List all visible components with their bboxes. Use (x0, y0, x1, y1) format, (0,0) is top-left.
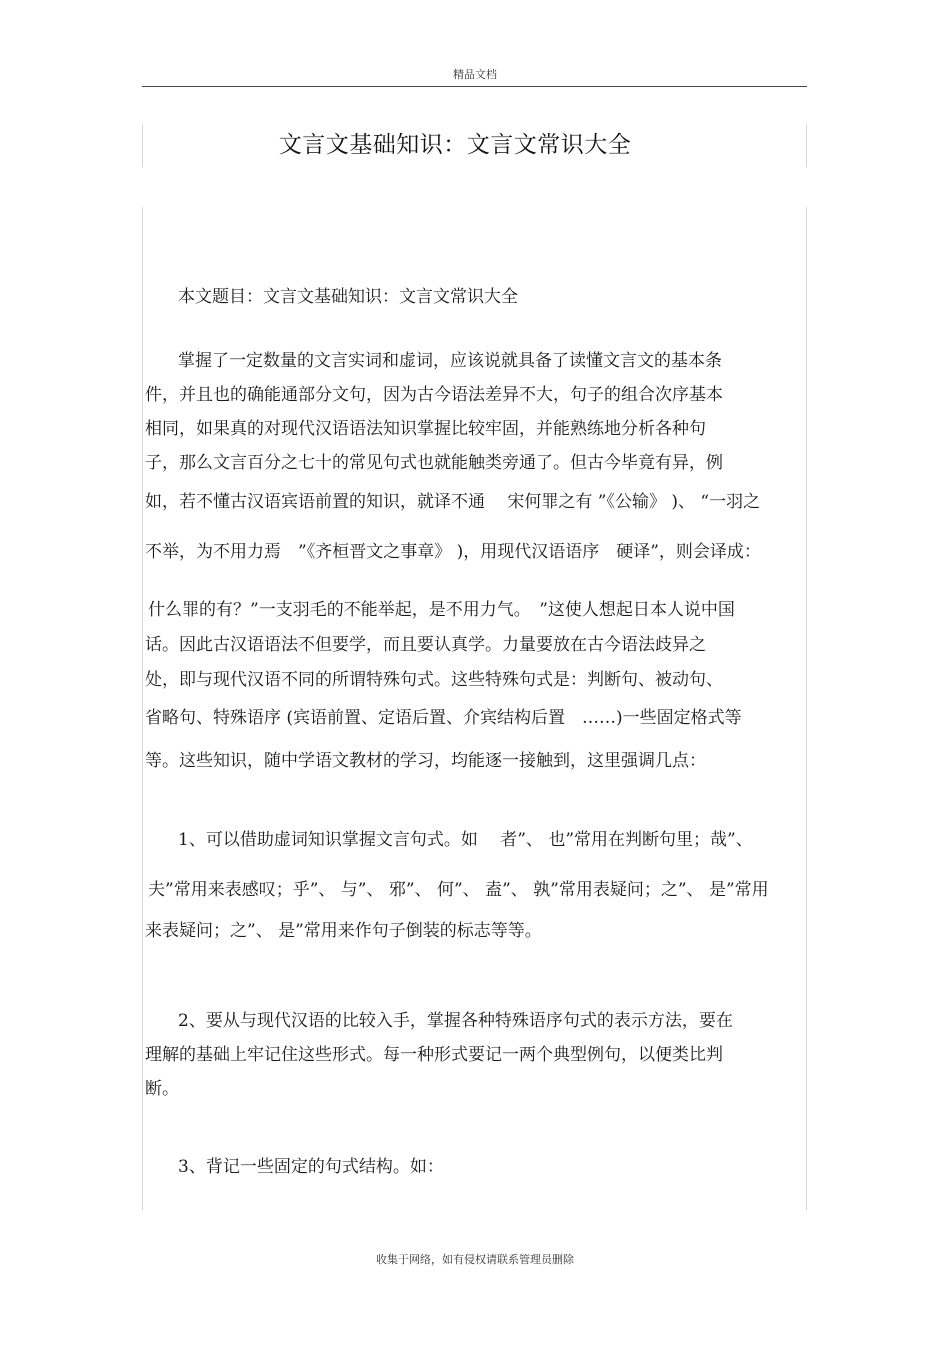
margin-line-left-body (142, 207, 143, 1210)
margin-line-right-body (806, 207, 807, 1210)
paragraph-line: 等。这些知识，随中学语文教材的学习，均能逐一接触到，这里强调几点： (145, 751, 706, 771)
paragraph-line: 什么罪的有？”一支羽毛的不能举起，是不用力气。 ”这使人想起日本人说中国 (148, 600, 735, 620)
paragraph-line: 处，即与现代汉语不同的所谓特殊句式。这些特殊句式是：判断句、被动句、 (145, 670, 723, 690)
point-1-line: 夫”常用来表感叹；乎”、 与”、 邪”、 何”、 盍”、 孰”常用表疑问；之”、 是”常用 (148, 880, 769, 900)
paragraph-line: 子，那么文言百分之七十的常见句式也就能触类旁通了。但古今毕竟有异，例 (145, 453, 723, 473)
subject-line: 本文题目：文言文基础知识：文言文常识大全 (178, 287, 518, 307)
paragraph-line: 如，若不懂古汉语宾语前置的知识，就译不通 宋何罪之有 ”《公输》 )、 “一羽之 (145, 492, 761, 512)
point-1-line: 来表疑问；之”、 是”常用来作句子倒装的标志等等。 (145, 921, 542, 941)
point-1-line: 1、可以借助虚词知识掌握文言句式。如 者”、 也”常用在判断句里；哉”、 (178, 830, 753, 850)
paragraph-line: 省略句、特殊语序 (宾语前置、定语后置、介宾结构后置 ……)一些固定格式等 (145, 708, 742, 728)
point-3-line: 3、背记一些固定的句式结构。如： (178, 1157, 444, 1177)
footer-label: 收集于网络，如有侵权请联系管理员删除 (376, 1253, 574, 1266)
header-label: 精品文档 (453, 68, 497, 81)
paragraph-line: 话。因此古汉语语法不但要学，而且要认真学。力量要放在古今语法歧异之 (145, 635, 706, 655)
paragraph-line: 件，并且也的确能通部分文句，因为古今语法差异不大，句子的组合次序基本 (145, 385, 723, 405)
point-2-line: 断。 (145, 1079, 179, 1099)
paragraph-line: 相同，如果真的对现代汉语语法知识掌握比较牢固，并能熟练地分析各种句 (145, 419, 706, 439)
point-2-line: 理解的基础上牢记住这些形式。每一种形式要记一两个典型例句，以便类比判 (145, 1045, 723, 1065)
point-2-line: 2、要从与现代汉语的比较入手，掌握各种特殊语序句式的表示方法，要在 (178, 1011, 733, 1031)
paragraph-line: 掌握了一定数量的文言实词和虚词，应该说就具备了读懂文言文的基本条 (178, 351, 722, 371)
document-title: 文言文基础知识：文言文常识大全 (278, 132, 632, 158)
paragraph-line: 不举，为不用力焉 ”《齐桓晋文之事章》 )，用现代汉语语序 硬译”，则会译成： (145, 542, 761, 562)
header-rule (142, 86, 807, 87)
